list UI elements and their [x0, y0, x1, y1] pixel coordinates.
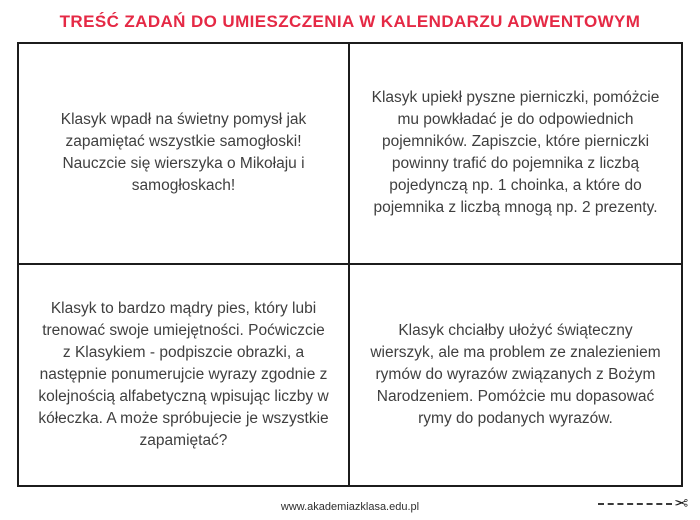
cut-line: [598, 495, 688, 512]
task-text: Klasyk chciałby ułożyć świąteczny wierszyk, ale ma problem ze znalezieniem rymów do wyrazów związanych z Bożym Narodzeniem. Pomóżcie mu dopasować rymy do podanych wyrazów.: [370, 321, 661, 427]
page-title: TREŚĆ ZADAŃ DO UMIESZCZENIA W KALENDARZU ADWENTOWYM: [59, 12, 641, 31]
website-url: www.akademiazklasa.edu.pl: [280, 501, 420, 513]
task-text: Klasyk upiekł pyszne pierniczki, pomóżcie mu powkładać je do odpowiednich pojemników. Zapiszcie, które pierniczki powinny trafić do pojemnika z liczbą pojedynczą np. 1 choinka, a które do pojemnika z liczbą mnogą np. 2 prezenty.: [371, 89, 660, 217]
table-cell-bottom-left: [19, 265, 350, 486]
task-text: Klasyk wpadł na świetny pomysł jak zapamiętać wszystkie samogłoski! Nauczcie się wierszyka o Mikołaju i samogłoskach!: [60, 111, 307, 195]
task-table: [17, 42, 683, 487]
table-cell-bottom-right: [350, 265, 681, 486]
table-cell-top-left: [19, 44, 350, 265]
dashed-line: [598, 503, 672, 505]
task-text: Klasyk to bardzo mądry pies, który lubi trenować swoje umiejętności. Poćwiczcie z Klasykiem - podpiszcie obrazki, a następnie ponumerujcie wyrazy zgodnie z kolejnością alfabetyczną wpisując liczby w kółeczka. A może spróbujecie je wszystkie zapamiętać?: [38, 299, 329, 449]
table-cell-top-right: [350, 44, 681, 265]
scissors-icon: ✂: [673, 494, 688, 513]
